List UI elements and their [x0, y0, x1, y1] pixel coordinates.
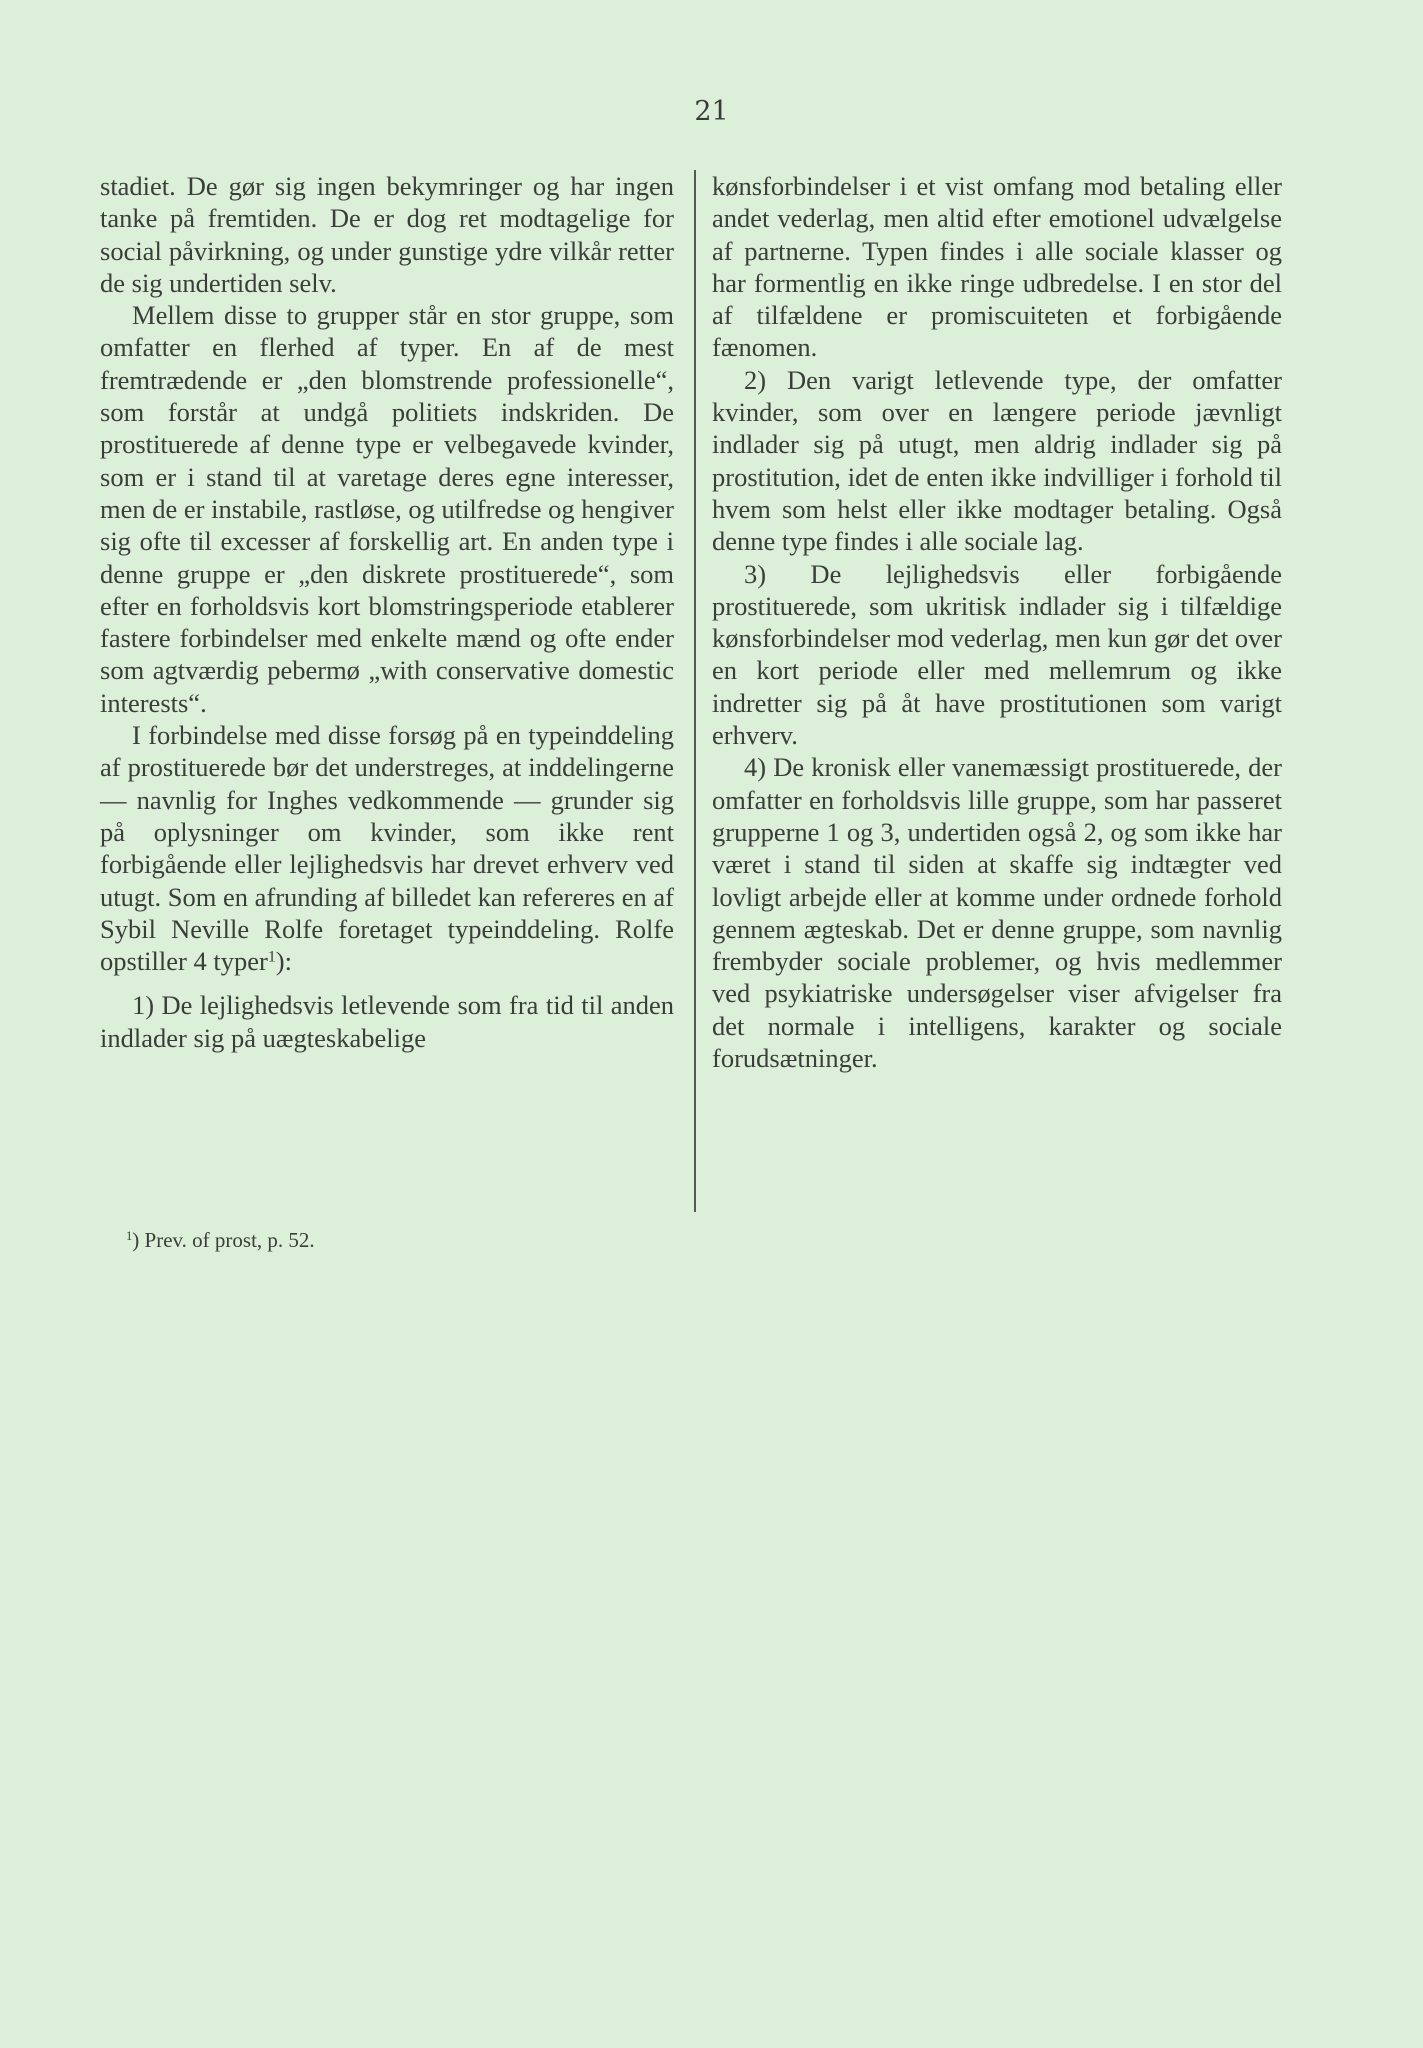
- left-column: [100, 170, 674, 1054]
- footnote-text: ) Prev. of prost, p. 52.: [132, 1228, 315, 1252]
- column-divider: [694, 170, 696, 1212]
- footnote-marker: 1: [126, 1229, 133, 1244]
- footnote: [126, 1228, 315, 1253]
- left-paragraph-3-text: I forbindelse med disse forsøg på en typeinddeling af prostituerede bør det understreges, at inddelingerne — navnlig for Inghes vedkommende — grunder sig på oplysninger om kvinder, som ikke rent forbigående eller lejlighedsvis har drevet erhverv ved utugt. Som en afrunding af billedet kan refereres en af Sybil Neville Rolfe foretaget typeinddeling. Rolfe opstiller 4 typer: [100, 720, 674, 977]
- left-paragraph-3: [100, 719, 674, 977]
- right-paragraph-4: 4) De kronisk eller vanemæssigt prostituerede, der omfatter en forholdsvis lille gruppe, som har passeret grupperne 1 og 3, undertiden også 2, og som ikke har været i stand til siden at skaffe sig indtægter ved lovligt arbejde eller at komme under ordnede forhold gennem ægteskab. Det er denne gruppe, som navnlig frembyder sociale problemer, og hvis medlemmer ved psykiatriske undersøgelser viser afvigelser fra det normale i intelligens, karakter og sociale forudsætninger.: [712, 752, 1282, 1074]
- left-paragraph-4: 1) De lejlighedsvis letlevende som fra tid til anden indlader sig på uægteskabelige: [100, 990, 674, 1053]
- right-paragraph-2: 2) Den varigt letlevende type, der omfatter kvinder, som over en længere periode jævnligt indlader sig på utugt, men aldrig indlader sig på prostitution, idet de enten ikke indvilliger i forhold til hvem som helst eller ikke modtager betaling. Også denne type findes i alle sociale lag.: [712, 364, 1282, 557]
- right-paragraph-1: kønsforbindelser i et vist omfang mod betaling eller andet vederlag, men altid efter emotionel udvælgelse af partnerne. Typen findes i alle sociale klasser og har formentlig en ikke ringe udbredelse. I en stor del af tilfældene er promiscuiteten et forbigående fænomen.: [712, 171, 1282, 363]
- left-paragraph-2: Mellem disse to grupper står en stor gruppe, som omfatter en flerhed af typer. En af de mest fremtrædende er „den blomstrende professionelle“, som forstår at undgå politiets indskriden. De prostituerede af denne type er velbegavede kvinder, som er i stand til at varetage deres egne interesser, men de er instabile, rastløse, og utilfredse og hengiver sig ofte til excesser af forskellig art. En anden type i denne gruppe er „den diskrete prostituerede“, som efter en forholdsvis kort blomstringsperiode etablerer fastere forbindelser med enkelte mænd og ofte ender som agtværdig pebermø „with conservative domestic interests“.: [100, 300, 674, 718]
- left-paragraph-3-tail: ):: [275, 946, 292, 977]
- right-column: [712, 170, 1282, 1074]
- footnote-reference[interactable]: 1: [267, 948, 276, 966]
- page-number: 21: [694, 96, 729, 127]
- right-paragraph-3: 3) De lejlighedsvis eller forbigående prostituerede, som ukritisk indlader sig i tilfældige kønsforbindelser mod vederlag, men kun gør det over en kort periode eller med mellemrum og ikke indretter sig på åt have prostitutionen som varigt erhverv.: [712, 558, 1282, 751]
- left-paragraph-1: stadiet. De gør sig ingen bekymringer og har ingen tanke på fremtiden. De er dog ret modtagelige for social påvirkning, og under gunstige ydre vilkår retter de sig undertiden selv.: [100, 171, 674, 298]
